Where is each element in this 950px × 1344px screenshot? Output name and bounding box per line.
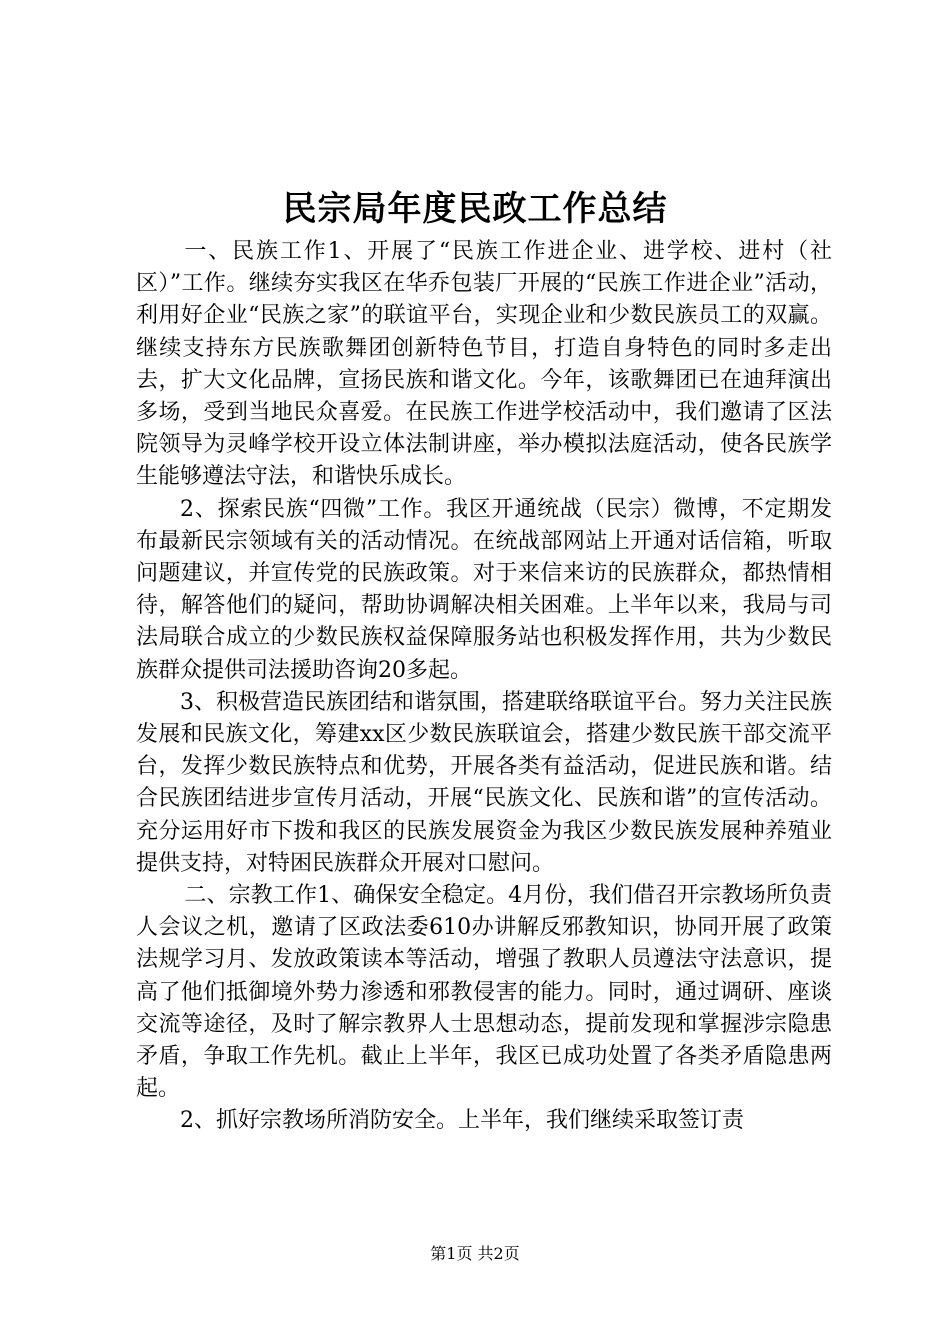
paragraph-ethnic-work-3: 3、积极营造民族团结和谐氛围，搭建联络联谊平台。努力关注民族发展和民族文化，筹建xx区少数民族联谊会，搭建少数民族干部交流平台，发挥少数民族特点和优势，开展各类有益活动，促进民族和谐。结合民族团结进步宣传月活动，开展“民族文化、民族和谐”的宣传活动。充分运用好市下拨和我区的民族发展资金为我区少数民族发展种养殖业提供支持，对特困民族群众开展对口慰问。 [136,689,832,876]
document-body [136,236,832,1138]
paragraph-religious-work-1: 二、宗教工作1、确保安全稳定。4月份，我们借召开宗教场所负责人会议之机，邀请了区政法委610办讲解反邪教知识，协同开展了政策法规学习月、发放政策读本等活动，增强了教职人员遵法守法意识，提高了他们抵御境外势力渗透和邪教侵害的能力。同时，通过调研、座谈交流等途径，及时了解宗教界人士思想动态，提前发现和掌握涉宗隐患矛盾，争取工作先机。截止上半年，我区已成功处置了各类矛盾隐患两起。 [136,883,832,1102]
paragraph-religious-work-2: 2、抓好宗教场所消防安全。上半年，我们继续采取签订责 [180,1108,744,1134]
paragraph-ethnic-work-2: 2、探索民族“四微”工作。我区开通统战（民宗）微博，不定期发布最新民宗领域有关的活动情况。在统战部网站上开通对话信箱，听取问题建议，并宣传党的民族政策。对于来信来访的民族群众，都热情相待，解答他们的疑问，帮助协调解决相关困难。上半年以来，我局与司法局联合成立的少数民族权益保障服务站也积极发挥作用，共为少数民族群众提供司法援助咨询20多起。 [136,496,832,683]
document-title: 民宗局年度民政工作总结 [282,189,668,229]
paragraph-ethnic-work-1: 一、民族工作1、开展了“民族工作进企业、进学校、进村（社区）”工作。继续夯实我区在华乔包装厂开展的“民族工作进企业”活动，利用好企业“民族之家”的联谊平台，实现企业和少数民族员工的双赢。继续支持东方民族歌舞团创新特色节目，打造自身特色的同时多走出去，扩大文化品牌，宣扬民族和谐文化。今年，该歌舞团已在迪拜演出多场，受到当地民众喜爱。在民族工作进学校活动中，我们邀请了区法院领导为灵峰学校开设立体法制讲座，举办模拟法庭活动，使各民族学生能够遵法守法，和谐快乐成长。 [136,239,832,490]
page-number-footer: 第1页 共2页 [430,1244,520,1263]
